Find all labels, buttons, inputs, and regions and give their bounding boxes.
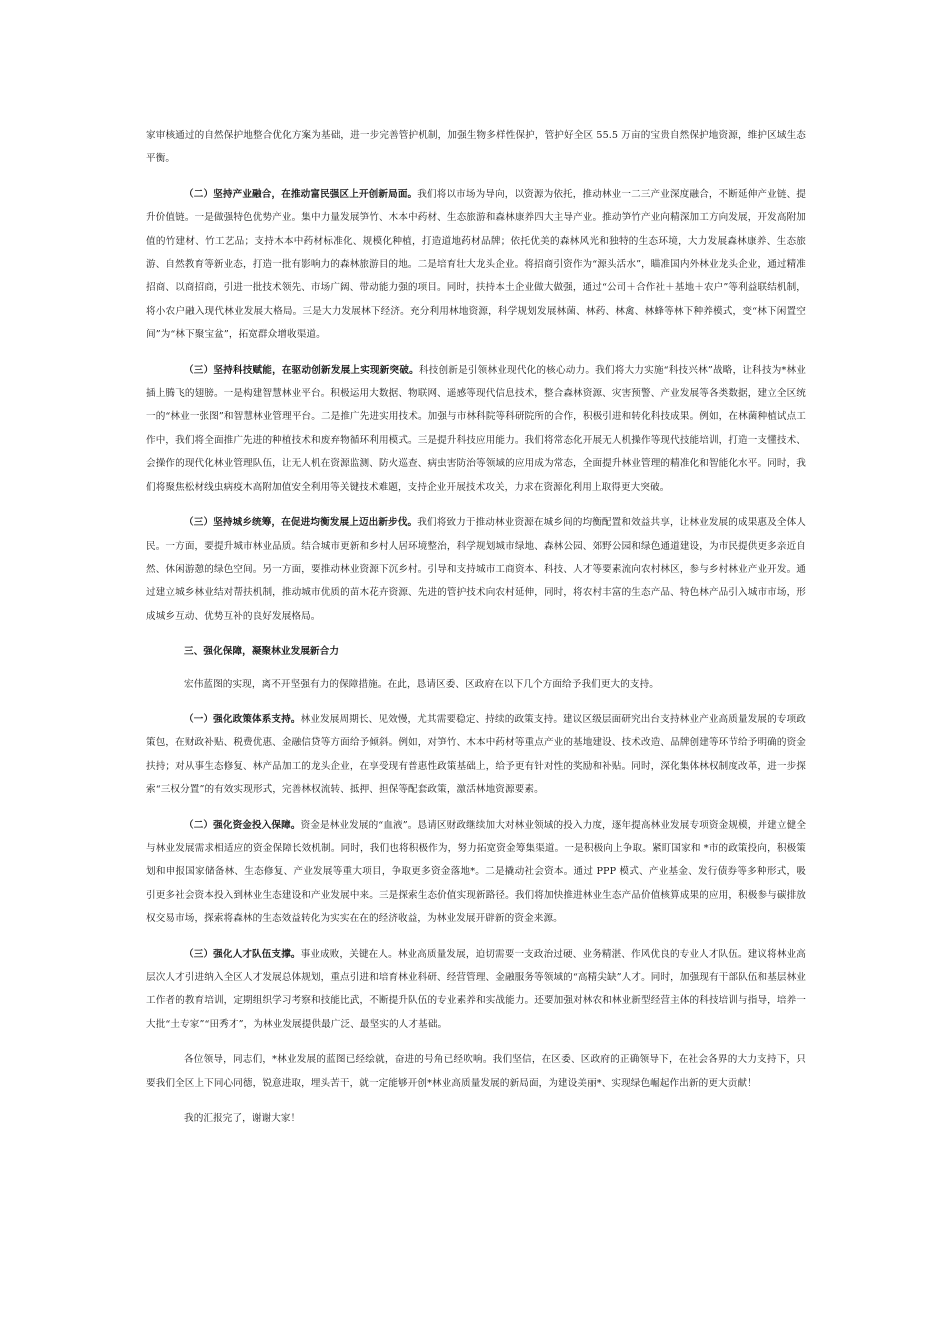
paragraph-text: 各位领导，同志们，*林业发展的蓝图已经绘就，奋进的号角已经吹响。我们坚信，在区委、区政府的正确领导下，在社会各界的大力支持下，只要我们全区上下同心同德，锐意进取，埋头苦干，就一定能够开创*林业高质量发展的新局面，为建设美丽*、实现绿色崛起作出新的更大贡献！ (146, 1054, 806, 1089)
paragraph-heading: （三）坚持科技赋能，在驱动创新发展上实现新突破。 (184, 364, 419, 376)
paragraph-text: 科技创新是引领林业现代化的核心动力。我们将大力实施“科技兴林”战略，让科技为*林业插上腾飞的翅膀。一是构建智慧林业平台。积极运用大数据、物联网、遥感等现代信息技术，整合森林资源、灾害预警、产业发展等各类数据，建立全区统一的“林业一张图”和智慧林业管理平台。二是推广先进实用技术。加强与市林科院等科研院所的合作，积极引进和转化科技成果。例如，在林菌种植试点工作中，我们将全面推广先进的种植技术和废弃物循环利用模式。三是提升科技应用能力。我们将常态化开展无人机操作等现代技能培训，打造一支懂技术、会操作的现代化林业管理队伍，让无人机在资源监测、防火巡查、病虫害防治等领域的应用成为常态，全面提升林业管理的精准化和智能化水平。同时，我们将聚焦松材线虫病疫木高附加值安全利用等关键技术难题，支持企业开展技术攻关，力求在资源化利用上取得更大突破。 (146, 364, 806, 493)
section-title: 三、强化保障，凝聚林业发展新合力 (184, 646, 340, 658)
paragraph-heading: （三）强化人才队伍支撑。 (184, 948, 301, 960)
paragraph-text: 家审核通过的自然保护地整合优化方案为基础，进一步完善管护机制，加强生物多样性保护，管护好全区 55.5 万亩的宝贵自然保护地资源，维护区域生态平衡。 (146, 130, 806, 165)
paragraph-heading: （二）强化资金投入保障。 (184, 819, 301, 831)
paragraph-tech-empowerment (146, 359, 806, 499)
paragraph-text: 我们将以市场为导向，以资源为依托，推动林业一二三产业深度融合，不断延伸产业链、提升价值链。一是做强特色优势产业。集中力量发展笋竹、木本中药材、生态旅游和森林康养四大主导产业。推动笋竹产业向精深加工方向发展，开发高附加值的竹建材、竹工艺品；支持木本中药材标准化、规模化种植，打造道地药材品牌；依托优美的森林风光和独特的生态环境，大力发展森林康养、生态旅游、自然教育等新业态，打造一批有影响力的森林旅游目的地。二是培育壮大龙头企业。将招商引资作为“源头活水”，瞄准国内外林业龙头企业，通过精准招商、以商招商，引进一批技术领先、市场广阔、带动能力强的项目。同时，扶持本土企业做大做强，通过“公司＋合作社＋基地＋农户”等利益联结机制，将小农户融入现代林业发展大格局。三是大力发展林下经济。充分利用林地资源，科学规划发展林菌、林药、林禽、林蜂等林下种养模式，变“林下闲置空间”为“林下聚宝盆”，拓宽群众增收渠道。 (146, 188, 807, 341)
paragraph-heading: （一）强化政策体系支持。 (184, 713, 301, 725)
paragraph-text: 我的汇报完了，谢谢大家！ (184, 1113, 301, 1125)
paragraph-text: 林业发展周期长、见效慢，尤其需要稳定、持续的政策支持。建议区级层面研究出台支持林业产业高质量发展的专项政策包，在财政补贴、税费优惠、金融信贷等方面给予倾斜。例如，对笋竹、木本中药材等重点产业的基地建设、技术改造、品牌创建等环节给予明确的资金扶持；对从事生态修复、林产品加工的龙头企业，在享受现有普惠性政策基础上，给予更有针对性的奖励和补贴。同时，深化集体林权制度改革，进一步探索“三权分置”的有效实现形式，完善林权流转、抵押、担保等配套政策，激活林地资源要素。 (146, 713, 807, 796)
paragraph-thanks (146, 1107, 806, 1130)
paragraph-text: 事业成败，关键在人。林业高质量发展，迫切需要一支政治过硬、业务精湛、作风优良的专业人才队伍。建议将林业高层次人才引进纳入全区人才发展总体规划，重点引进和培育林业科研、经营管理、金融服务等领域的“高精尖缺”人才。同时，加强现有干部队伍和基层林业工作者的教育培训，定期组织学习考察和技能比武，不断提升队伍的专业素养和实战能力。还要加强对林农和林业新型经营主体的科技培训与指导，培养一大批“土专家”“田秀才”，为林业发展提供最广泛、最坚实的人才基础。 (146, 948, 807, 1030)
paragraph-closing (146, 1048, 806, 1095)
paragraph-urban-rural (146, 511, 806, 628)
paragraph-policy-support (146, 708, 806, 802)
document-body (146, 124, 806, 1142)
paragraph-heading: （三）坚持城乡统筹，在促进均衡发展上迈出新步伐。 (184, 517, 418, 529)
paragraph-text: 宏伟蓝图的实现，离不开坚强有力的保障措施。在此，恳请区委、区政府在以下几个方面给予我们更大的支持。 (184, 678, 659, 690)
paragraph-text: 资金是林业发展的“血液”。恳请区财政继续加大对林业领域的投入力度，逐年提高林业发展专项资金规模，并建立健全与林业发展需求相适应的资金保障长效机制。同时，我们也将积极作为，努力拓宽资金筹集渠道。一是积极向上争取。紧盯国家和 *市的政策投向，积极策划和申报国家储备林、生态修复、产业发展等重大项目，争取更多资金落地*。二是撬动社会资本。通过 PPP 模式、产业基金、发行债券等多种形式，吸引更多社会资本投入到林业生态建设和产业发展中来。三是探索生态价值实现新路径。我们将加快推进林业生态产品价值核算成果的应用，积极参与碳排放权交易市场，探索将森林的生态效益转化为实实在在的经济收益，为林业发展开辟新的资金来源。 (146, 819, 807, 925)
paragraph-talent (146, 943, 806, 1037)
paragraph-intro (146, 673, 806, 696)
paragraph-funding (146, 814, 806, 931)
paragraph-text: 我们将致力于推动林业资源在城乡间的均衡配置和效益共享，让林业发展的成果惠及全体人民。一方面，要提升城市林业品质。结合城市更新和乡村人居环境整治，科学规划城市绿地、森林公园、郊野公园和绿色通道建设，为市民提供更多亲近自然、休闲游憩的绿色空间。另一方面，要推动林业资源下沉乡村。引导和支持城市工商资本、科技、人才等要素流向农村林区，参与乡村林业产业开发。通过建立城乡林业结对帮扶机制，推动城市优质的苗木花卉资源、先进的管护技术向农村延伸，同时，将农村丰富的生态产品、特色林产品引入城市市场，形成城乡互动、优势互补的良好发展格局。 (146, 517, 807, 622)
paragraph-industry-integration (146, 183, 806, 347)
paragraph-continuation (146, 124, 806, 171)
paragraph-heading: （二）坚持产业融合，在推动富民强区上开创新局面。 (184, 188, 418, 200)
